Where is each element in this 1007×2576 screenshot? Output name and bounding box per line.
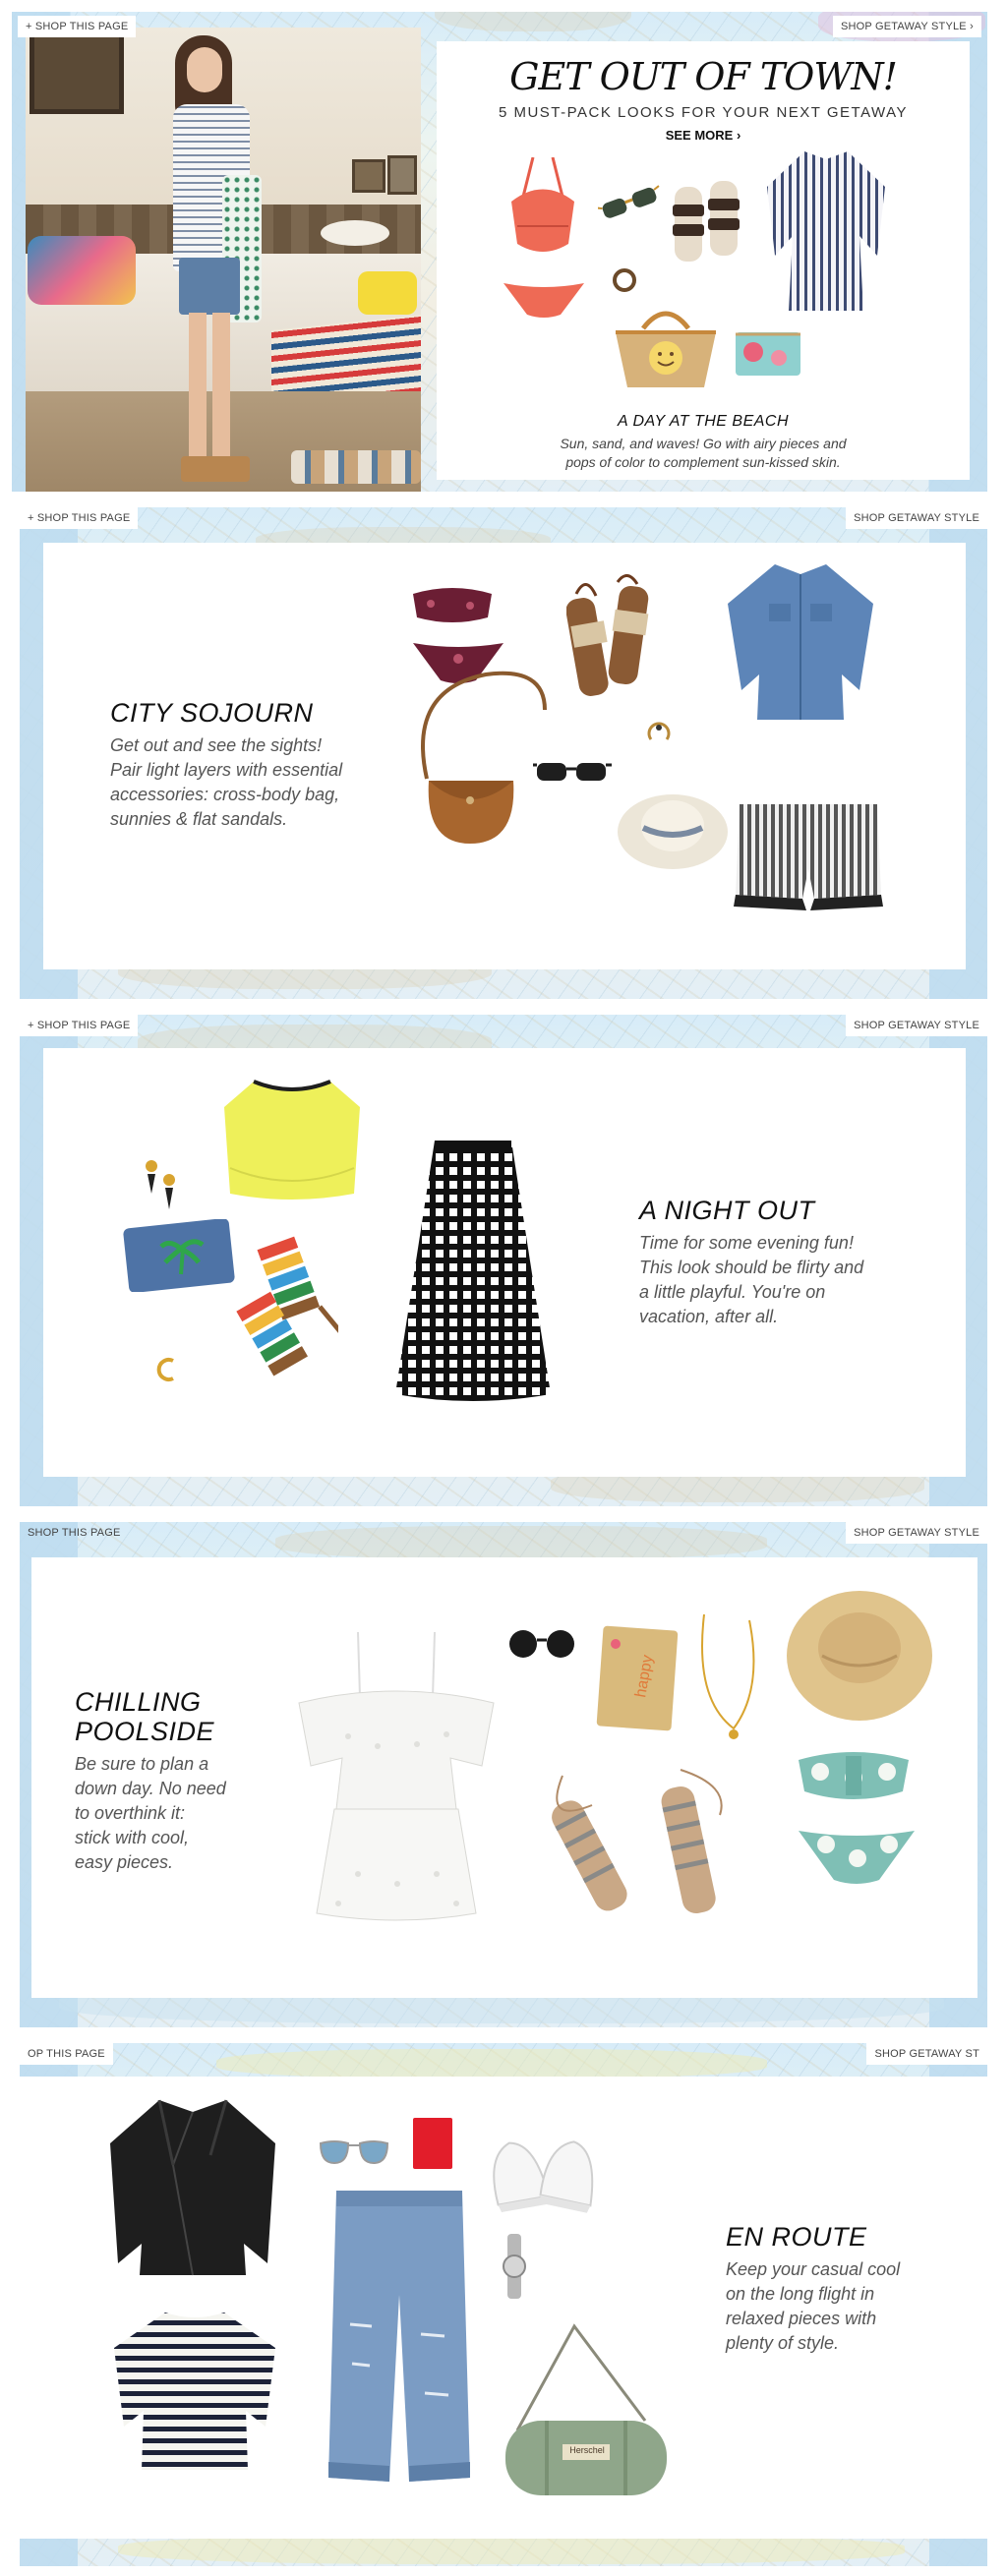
halter-bikini-top[interactable]: [504, 157, 582, 265]
gold-ear-cuff[interactable]: [153, 1355, 181, 1384]
shop-getaway-style-link[interactable]: SHOP GETAWAY ST: [866, 2043, 987, 2065]
look-copy: [75, 1687, 291, 1875]
page-title: GET OUT OF TOWN!: [509, 55, 897, 98]
look-copy: [639, 1196, 934, 1329]
shop-getaway-style-link[interactable]: SHOP GETAWAY STYLE: [846, 507, 987, 529]
hero-panel: [12, 12, 987, 492]
aviator-sunglasses[interactable]: [315, 2136, 393, 2167]
look-title: EN ROUTE: [726, 2222, 867, 2252]
rainbow-strappy-heels[interactable]: [230, 1221, 338, 1408]
chevron-right-icon: ›: [736, 128, 741, 143]
look-description-line: plenty of style.: [726, 2333, 840, 2353]
woven-sandals[interactable]: [566, 574, 655, 702]
look-description-line: This look should be flirty and: [639, 1258, 864, 1277]
look-description-line: Sun, sand, and waves! Go with airy pieces and: [560, 436, 847, 451]
paisley-bandeau-top[interactable]: [409, 584, 496, 627]
see-more-link[interactable]: [437, 128, 970, 143]
polka-dot-bandeau[interactable]: [795, 1748, 913, 1803]
shop-getaway-style-link[interactable]: SHOP GETAWAY STYLE: [846, 1522, 987, 1544]
palm-clutch[interactable]: [122, 1219, 236, 1292]
look-title: CITY SOJOURN: [110, 698, 314, 728]
night-out-card: [43, 1048, 966, 1477]
shop-this-page-link[interactable]: + SHOP THIS PAGE: [20, 507, 138, 529]
white-sneakers[interactable]: [486, 2132, 604, 2222]
look-copy: [110, 698, 405, 832]
look-description-line: sunnies & flat sandals.: [110, 809, 288, 829]
yellow-crop-top[interactable]: [218, 1078, 366, 1205]
model-face: [187, 47, 222, 92]
look-description-line: to overthink it:: [75, 1803, 186, 1823]
wall-art: [30, 29, 124, 114]
look-title: A DAY AT THE BEACH: [617, 413, 790, 430]
shop-getaway-style-link[interactable]: [833, 16, 981, 37]
shop-this-page-link[interactable]: + SHOP THIS PAGE: [18, 16, 136, 37]
fedora-hat[interactable]: [616, 785, 730, 873]
look-title-line: POOLSIDE: [75, 1717, 215, 1746]
wall-frame: [387, 155, 417, 195]
distressed-boyfriend-jeans[interactable]: [323, 2187, 476, 2488]
bikini-bottom[interactable]: [502, 277, 586, 321]
drop-earrings[interactable]: [142, 1156, 181, 1215]
look-description-line: down day. No need: [75, 1779, 226, 1798]
look-description-line: easy pieces.: [75, 1852, 174, 1872]
striped-tunic[interactable]: [757, 147, 895, 315]
shop-this-page-link[interactable]: SHOP THIS PAGE: [28, 1527, 121, 1539]
look-description-line: accessories: cross-body bag,: [110, 785, 340, 804]
look-description-line: Keep your casual cool: [726, 2259, 901, 2279]
wall-frame: [352, 159, 385, 193]
breton-striped-top[interactable]: [108, 2309, 281, 2474]
straw-hat: [321, 220, 389, 246]
look-description-line: Time for some evening fun!: [639, 1233, 854, 1253]
city-sojourn-panel: [20, 507, 987, 999]
city-card: [43, 543, 966, 969]
model-legs: [189, 313, 230, 460]
gladiator-sandals[interactable]: [533, 1766, 749, 1923]
hero-card: [437, 41, 970, 480]
sunglasses[interactable]: [598, 183, 663, 222]
duffel-brand-label: Herschel: [569, 2445, 605, 2455]
shop-this-page-link[interactable]: + SHOP THIS PAGE: [20, 1015, 138, 1036]
cuff-bracelet[interactable]: [645, 720, 673, 747]
en-route-card: [20, 2077, 987, 2539]
polka-dot-bikini-bottom[interactable]: [797, 1825, 917, 1888]
model-shorts: [179, 258, 240, 315]
gold-pendant-necklace[interactable]: [694, 1610, 763, 1758]
pouch-text: happy: [632, 1653, 657, 1699]
black-sunglasses[interactable]: [533, 757, 612, 785]
look-description-line: relaxed pieces with: [726, 2309, 877, 2328]
poolside-card: [31, 1557, 977, 1998]
floppy-straw-hat[interactable]: [783, 1587, 936, 1725]
gingham-skirt[interactable]: [391, 1137, 555, 1406]
look-description-line: Pair light layers with essential: [110, 760, 343, 780]
look-description-line: pops of color to complement sun-kissed skin.: [565, 454, 841, 470]
pillows: [28, 236, 136, 305]
look-description-line: a little playful. You're on: [639, 1282, 826, 1302]
look-title: A NIGHT OUT: [639, 1196, 815, 1225]
look-description-line: stick with cool,: [75, 1828, 190, 1847]
denim-shirt[interactable]: [720, 560, 881, 724]
shop-getaway-style-label: SHOP GETAWAY STYLE: [840, 21, 967, 32]
page-subtitle: 5 MUST-PACK LOOKS FOR YOUR NEXT GETAWAY: [498, 104, 909, 121]
look-description-line: Be sure to plan a: [75, 1754, 209, 1774]
slide-sandals[interactable]: [669, 181, 747, 269]
look-title-line: CHILLING: [75, 1687, 202, 1717]
red-passport[interactable]: [411, 2116, 454, 2171]
shoes-row: [291, 450, 421, 484]
night-out-panel: [20, 1015, 987, 1506]
see-more-label: SEE MORE: [665, 128, 734, 143]
happy-straw-pouch[interactable]: [596, 1624, 679, 1732]
white-eyelet-romper[interactable]: [289, 1628, 504, 1927]
look-description-line: on the long flight in: [726, 2284, 875, 2304]
chevron-right-icon: ›: [970, 21, 974, 32]
silver-watch[interactable]: [502, 2234, 527, 2299]
floral-pouch[interactable]: [734, 328, 802, 378]
green-duffel-bag[interactable]: [498, 2322, 675, 2499]
poolside-panel: [20, 1522, 987, 2027]
pineapple-pillow: [358, 271, 417, 315]
striped-lace-shorts[interactable]: [732, 800, 885, 916]
smiley-straw-tote[interactable]: [610, 299, 722, 389]
look-copy: [726, 2222, 962, 2356]
shop-this-page-link[interactable]: OP THIS PAGE: [20, 2043, 113, 2065]
hero-photo: [26, 28, 421, 492]
en-route-panel: [20, 2043, 987, 2566]
look-description-line: vacation, after all.: [639, 1307, 779, 1326]
bracelet[interactable]: [610, 265, 639, 295]
round-sunglasses[interactable]: [505, 1626, 578, 1660]
shop-getaway-style-link[interactable]: SHOP GETAWAY STYLE: [846, 1015, 987, 1036]
leather-moto-jacket[interactable]: [100, 2096, 285, 2279]
look-description-line: Get out and see the sights!: [110, 735, 323, 755]
model-wedges: [181, 456, 250, 482]
